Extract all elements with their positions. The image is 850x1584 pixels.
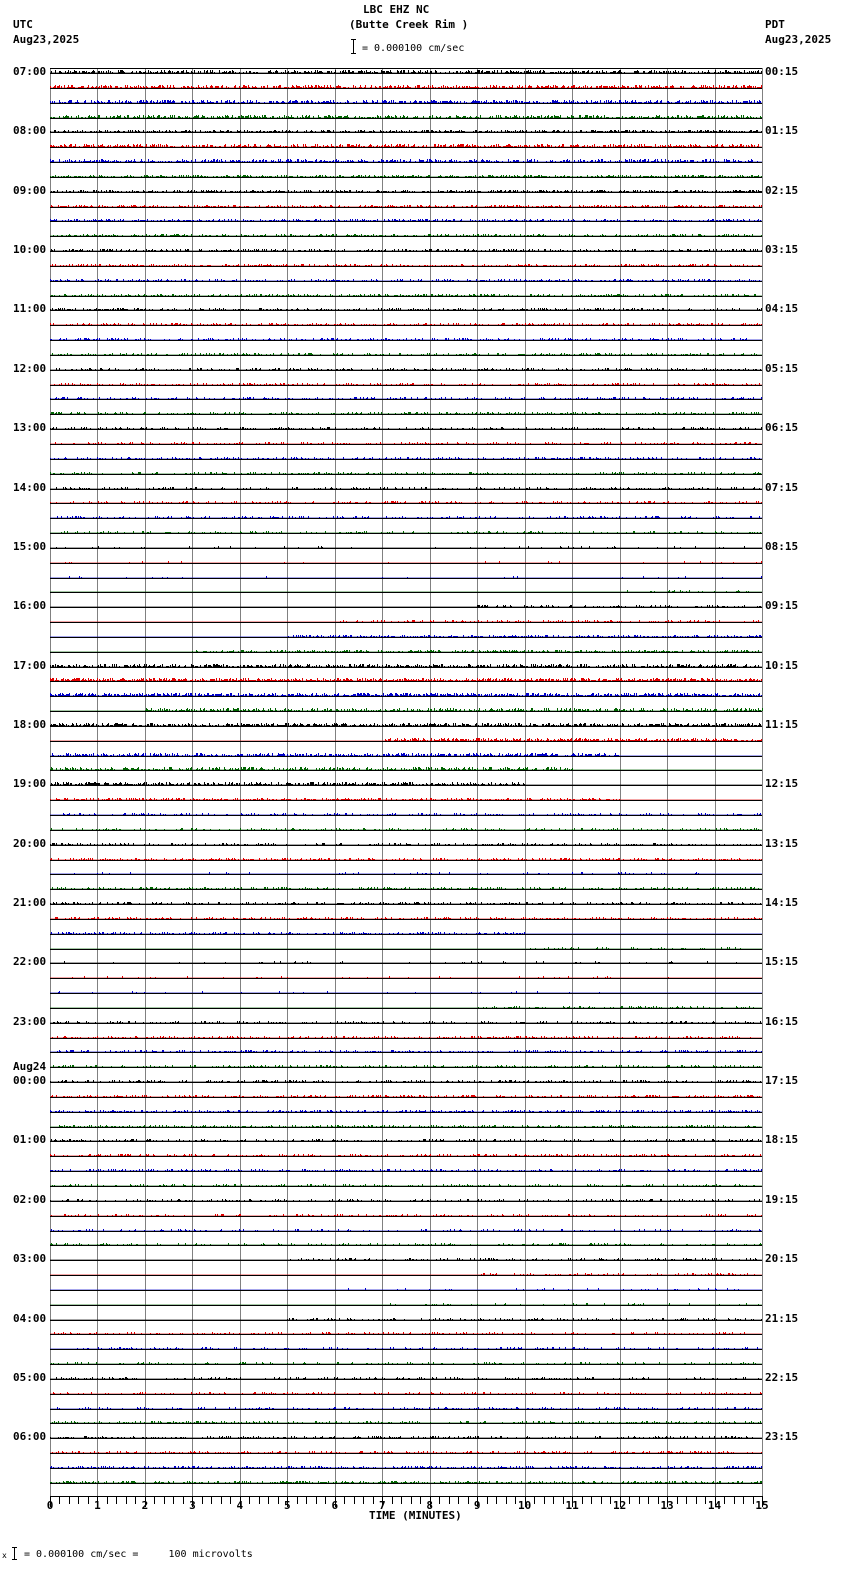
pdt-hour-label: 13:15 — [765, 836, 799, 850]
utc-hour-label: 21:00 — [13, 896, 47, 910]
x-tick-label: 14 — [707, 1499, 722, 1512]
x-tick-label: 0 — [46, 1499, 54, 1512]
x-tick-label: 9 — [473, 1499, 481, 1512]
footer-marker: x — [2, 1551, 7, 1560]
utc-hour-label: 12:00 — [13, 361, 47, 375]
utc-hour-label: 04:00 — [13, 1311, 47, 1325]
left-timezone: UTC — [13, 18, 33, 31]
x-tick-label: 15 — [755, 1499, 769, 1512]
utc-hour-label: 09:00 — [13, 183, 47, 197]
x-tick-label: 8 — [426, 1499, 434, 1512]
pdt-hour-label: 15:15 — [765, 955, 799, 969]
utc-hour-label: 03:00 — [13, 1252, 47, 1266]
pdt-hour-label: 17:15 — [765, 1074, 799, 1088]
pdt-hour-label: 03:15 — [765, 243, 799, 257]
footer-scale-label: = 0.000100 cm/sec = 100 microvolts — [24, 1549, 253, 1560]
x-tick-label: 5 — [284, 1499, 291, 1512]
x-tick-label: 3 — [189, 1499, 196, 1512]
pdt-hour-label: 06:15 — [765, 421, 799, 435]
utc-hour-label: 02:00 — [13, 1192, 47, 1206]
utc-hour-label: 14:00 — [13, 480, 47, 494]
utc-hour-label: 05:00 — [13, 1370, 47, 1384]
utc-hour-label: 13:00 — [13, 421, 47, 435]
utc-hour-label: 20:00 — [13, 836, 47, 850]
right-timezone: PDT — [765, 18, 785, 31]
footer-scale-bar-icon — [12, 1547, 17, 1560]
pdt-hour-label: 14:15 — [765, 896, 799, 910]
pdt-hour-label: 12:15 — [765, 777, 799, 791]
utc-date-label: Aug24 — [13, 1060, 47, 1074]
utc-hour-label: 11:00 — [13, 302, 47, 316]
x-tick-label: 12 — [612, 1499, 627, 1512]
pdt-hour-label: 22:15 — [765, 1370, 799, 1384]
x-tick-label: 6 — [331, 1499, 339, 1512]
pdt-hour-label: 02:15 — [765, 183, 799, 197]
utc-hour-label: 15:00 — [13, 539, 47, 553]
pdt-hour-label: 18:15 — [765, 1133, 799, 1147]
pdt-hour-label: 16:15 — [765, 1014, 799, 1028]
utc-hour-label: 23:00 — [13, 1014, 47, 1028]
left-date: Aug23,2025 — [13, 33, 80, 46]
utc-hour-label: 01:00 — [13, 1133, 47, 1147]
pdt-hour-label: 05:15 — [765, 361, 799, 375]
utc-hour-label: 00:00 — [13, 1074, 47, 1088]
pdt-hour-label: 19:15 — [765, 1192, 799, 1206]
x-tick-label: 10 — [518, 1499, 532, 1512]
pdt-hour-label: 08:15 — [765, 539, 799, 553]
utc-hour-label: 18:00 — [13, 717, 47, 731]
utc-hour-label: 10:00 — [13, 243, 47, 257]
pdt-hour-label: 09:15 — [765, 599, 799, 613]
utc-hour-label: 06:00 — [13, 1430, 47, 1444]
pdt-hour-label: 11:15 — [765, 717, 799, 731]
pdt-hour-label: 20:15 — [765, 1252, 799, 1266]
x-tick-label: 11 — [565, 1499, 579, 1512]
x-axis-title: TIME (MINUTES) — [369, 1509, 462, 1522]
pdt-hour-label: 01:15 — [765, 124, 799, 138]
utc-hour-label: 07:00 — [13, 65, 47, 78]
pdt-hour-label: 04:15 — [765, 302, 799, 316]
x-tick-label: 2 — [141, 1499, 149, 1512]
pdt-hour-label: 23:15 — [765, 1430, 799, 1444]
pdt-hour-label: 10:15 — [765, 658, 799, 672]
x-tick-label: 1 — [94, 1499, 101, 1512]
x-tick-label: 7 — [378, 1499, 386, 1512]
scale-label: = 0.000100 cm/sec — [362, 43, 465, 54]
station-title: LBC EHZ NC — [363, 3, 430, 16]
utc-hour-label: 19:00 — [13, 777, 47, 791]
x-tick-label: 13 — [660, 1499, 674, 1512]
utc-hour-label: 16:00 — [13, 599, 47, 613]
pdt-hour-label: 00:15 — [765, 65, 799, 78]
x-tick-label: 4 — [236, 1499, 244, 1512]
utc-hour-label: 08:00 — [13, 124, 47, 138]
utc-hour-label: 22:00 — [13, 955, 47, 969]
site-name: (Butte Creek Rim ) — [349, 18, 469, 31]
right-date: Aug23,2025 — [765, 33, 832, 46]
pdt-hour-label: 07:15 — [765, 480, 799, 494]
utc-hour-label: 17:00 — [13, 658, 47, 672]
pdt-hour-label: 21:15 — [765, 1311, 799, 1325]
